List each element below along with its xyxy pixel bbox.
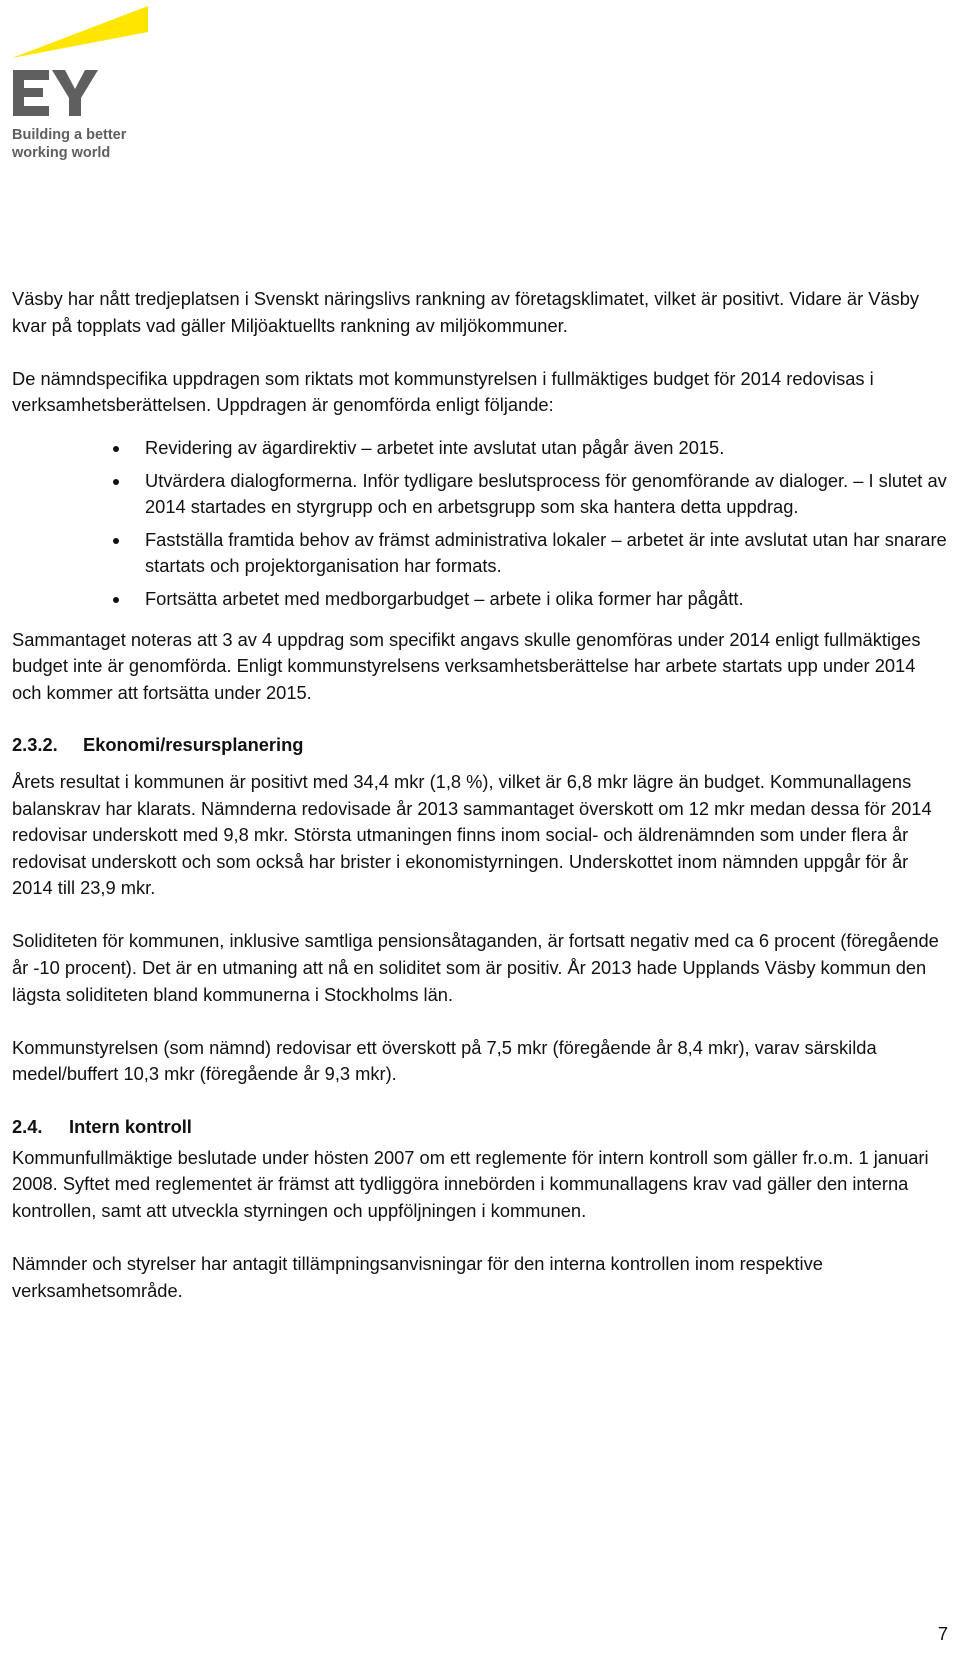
paragraph-assignments-summary: Sammantaget noteras att 3 av 4 uppdrag som specifikt angavs skulle genomföras under 2014 enligt fullmäktiges budget inte är genomförda. Enligt kommunstyrelsens verksamhetsberättelse har arbete startats upp under 2014 och kommer att fortsätta under 2015. bbox=[12, 628, 921, 703]
ey-logo bbox=[12, 4, 162, 174]
bullet-icon bbox=[113, 538, 119, 544]
section-title: Ekonomi/resursplanering bbox=[83, 734, 304, 756]
bullet-icon bbox=[113, 479, 119, 485]
list-item-text: Utvärdera dialogformerna. Inför tydligare beslutsprocess för genomförande av dialoger. – I slutet av 2014 startades en styrgrupp och en arbetsgrupp som ska hantera detta uppdrag. bbox=[145, 469, 947, 518]
section-number: 2.3.2. bbox=[12, 734, 58, 756]
logo-tagline-line-1: Building a better bbox=[12, 127, 127, 143]
list-item-text: Revidering av ägardirektiv – arbetet inte avslutat utan pågår även 2015. bbox=[145, 436, 725, 458]
paragraph-economy-solidity: Soliditeten för kommunen, inklusive samtliga pensionsåtaganden, är fortsatt negativ med ca 6 procent (föregående år -10 procent). Det är en utmaning att nå en soliditet som är positiv. År 2013 hade Upplands Väsby kommun den lägsta soliditeten bland kommunerna i Stockholms län. bbox=[12, 930, 939, 1005]
list-item bbox=[12, 527, 947, 580]
document-body bbox=[12, 286, 947, 1304]
paragraph-ranking: Väsby har nått tredjeplatsen i Svenskt näringslivs rankning av företagsklimatet, vilket är positivt. Vidare är Väsby kvar på topplats vad gäller Miljöaktuellts rankning av miljökommuner. bbox=[12, 288, 920, 336]
list-item bbox=[12, 435, 947, 462]
bullet-icon bbox=[113, 446, 119, 452]
section-title: Intern kontroll bbox=[69, 1116, 192, 1138]
paragraph-assignments-intro: De nämndspecifika uppdragen som riktats mot kommunstyrelsen i fullmäktiges budget för 2014 redovisas i verksamhetsberättelsen. Uppdragen är genomförda enligt följande: bbox=[12, 367, 874, 416]
page-number: 7 bbox=[937, 1623, 948, 1644]
list-item bbox=[12, 468, 947, 521]
paragraph-economy-result: Årets resultat i kommunen är positivt med 34,4 mkr (1,8 %), vilket är 6,8 mkr lägre än budget. Kommunallagens balanskrav har klarats. Nämnderna redovisade år 2013 sammantaget överskott om 12 mkr medan dessa för 2014 redovisar underskott med 9,8 mkr. Största utmaningen finns inom social- och äldrenämnden som under flera år redovisat underskott och som också har brister i ekonomistyrningen. Underskottet inom nämnden uppgår för år 2014 till 23,9 mkr. bbox=[12, 770, 932, 899]
logo-tagline-line-2: working world bbox=[12, 145, 111, 161]
list-item bbox=[12, 586, 947, 613]
ey-logo-beam bbox=[12, 6, 148, 58]
paragraph-internal-control-guidelines: Nämnder och styrelser har antagit tillämpningsanvisningar för den interna kontrollen inom respektive verksamhetsområde. bbox=[12, 1253, 823, 1301]
ey-logo-mark bbox=[12, 4, 162, 116]
paragraph-internal-control-regulation: Kommunfullmäktige beslutade under hösten 2007 om ett reglemente för intern kontroll som gäller fr.o.m. 1 januari 2008. Syftet med reglementet är främst att tydliggöra innebörden i kommunallagens krav vad gäller den interna kontrollen, samt att utveckla styrningen och uppföljningen i kommunen. bbox=[12, 1146, 929, 1221]
section-number: 2.4. bbox=[12, 1116, 43, 1138]
list-item-text: Fortsätta arbetet med medborgarbudget – arbete i olika former har pågått. bbox=[145, 587, 744, 609]
section-heading-economy bbox=[12, 732, 947, 759]
bullet-icon bbox=[113, 597, 119, 603]
paragraph-economy-board: Kommunstyrelsen (som nämnd) redovisar ett överskott på 7,5 mkr (föregående år 8,4 mkr), varav särskilda medel/buffert 10,3 mkr (föregående år 9,3 mkr). bbox=[12, 1036, 877, 1085]
assignments-list bbox=[12, 435, 947, 613]
section-heading-internal-control bbox=[12, 1114, 947, 1141]
list-item-text: Fastställa framtida behov av främst administrativa lokaler – arbetet är inte avslutat utan har snarare startats och projektorganisation har formats. bbox=[145, 528, 947, 577]
